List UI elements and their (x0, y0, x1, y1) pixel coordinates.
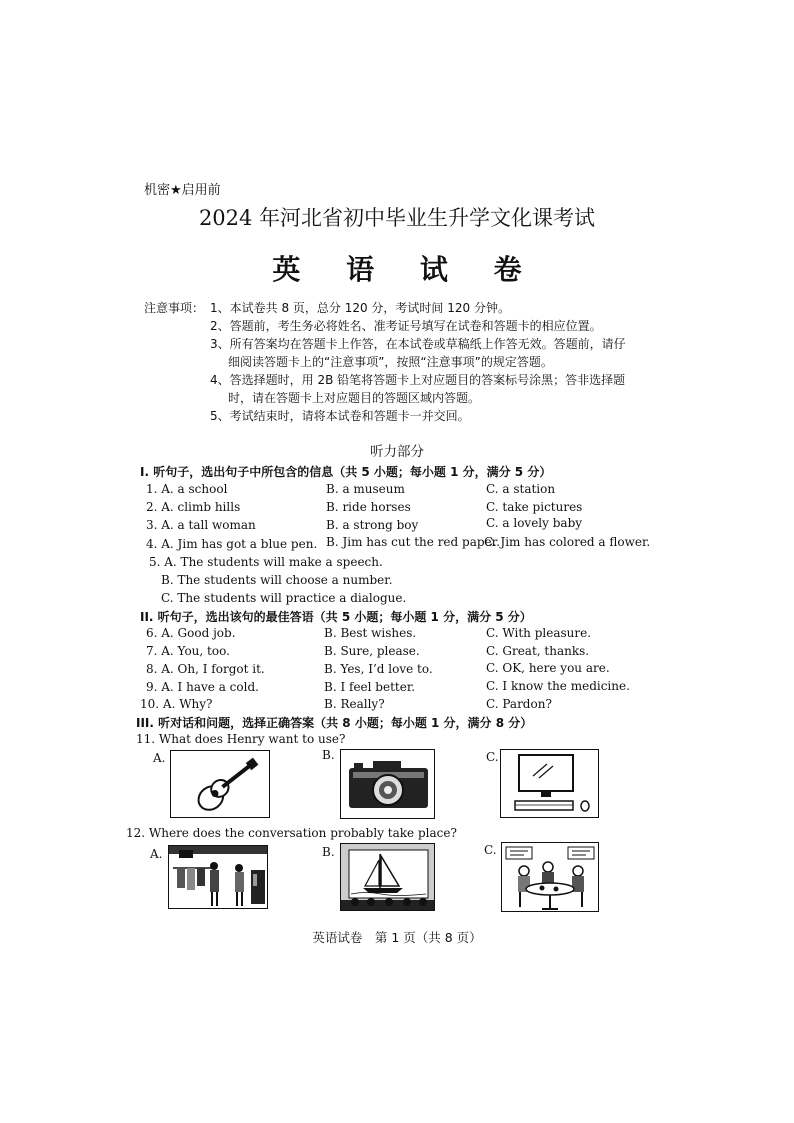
notes-label: 注意事项： (144, 301, 205, 315)
computer-picture (500, 749, 599, 818)
question-12: 12. Where does the conversation probably take place? (126, 826, 457, 840)
part2-heading: II. 听句子，选出该句的最佳答语（共 5 小题；每小题 1 分，满分 5 分） (140, 610, 532, 624)
option-b: B. a museum (326, 482, 405, 496)
option-a: 2. A. climb hills (146, 500, 241, 514)
note-item: 细阅读答题卡上的“注意事项”，按照“注意事项”的规定答题。 (228, 355, 553, 369)
option-c: C. Pardon? (486, 697, 552, 711)
option-a: 4. A. Jim has got a blue pen. (146, 537, 318, 551)
paper-subtitle: 英 语 试 卷 (272, 253, 540, 286)
note-item: 3、所有答案均在答题卡上作答，在本试卷或草稿纸上作答无效。答题前，请仔 (210, 337, 626, 351)
question-11: 11. What does Henry want to use? (136, 732, 346, 746)
option-b-label: B. (322, 845, 335, 859)
note-item: 1、本试卷共 8 页，总分 120 分，考试时间 120 分钟。 (210, 301, 510, 315)
option-c: C. a lovely baby (486, 516, 583, 530)
option-b: B. a strong boy (326, 518, 419, 532)
camera-picture (340, 749, 435, 819)
restaurant-picture (501, 842, 599, 912)
option-b: B. Really? (324, 697, 385, 711)
option-c: C. The students will practice a dialogue. (161, 591, 407, 605)
option-a: 1. A. a school (146, 482, 228, 496)
guitar-icon (171, 751, 270, 818)
note-item: 5、考试结束时，请将本试卷和答题卡一并交回。 (210, 409, 470, 423)
option-b: B. Best wishes. (324, 626, 417, 640)
part1-heading: I. 听句子，选出句子中所包含的信息（共 5 小题；每小题 1 分，满分 5 分） (140, 465, 552, 479)
part3-heading: III. 听对话和问题，选择正确答案（共 8 小题；每小题 1 分，满分 8 分） (136, 716, 533, 730)
option-c: C. With pleasure. (486, 626, 592, 640)
clothes-shop-scene (169, 846, 268, 909)
option-a: 5. A. The students will make a speech. (149, 555, 383, 569)
note-item: 时，请在答题卡上对应题目的答题区域内答题。 (228, 391, 481, 405)
option-a: 3. A. a tall woman (146, 518, 256, 532)
confidential-mark: 机密★启用前 (144, 183, 221, 198)
option-b: B. I feel better. (324, 680, 416, 694)
option-c-label: C. (486, 750, 499, 764)
camera-icon (341, 750, 435, 819)
cinema-scene (341, 844, 435, 911)
option-c: C. I know the medicine. (486, 679, 630, 693)
option-b: B. Sure, please. (324, 644, 420, 658)
option-a-label: A. (150, 847, 163, 861)
option-a: 6. A. Good job. (146, 626, 236, 640)
option-b: B. Jim has cut the red paper. (326, 535, 500, 549)
clothes-shop-picture (168, 845, 268, 909)
cinema-picture (340, 843, 435, 911)
option-b: B. Yes, I’d love to. (324, 662, 433, 676)
note-item: 4、答选择题时，用 2B 铅笔将答题卡上对应题目的答案标号涂黑；答非选择题 (210, 373, 626, 387)
option-c: C. Jim has colored a flower. (484, 535, 651, 549)
option-b: B. The students will choose a number. (161, 573, 393, 587)
note-item: 2、答题前，考生务必将姓名、准考证号填写在试卷和答题卡的相应位置。 (210, 319, 602, 333)
option-a: 7. A. You, too. (146, 644, 230, 658)
computer-icon (501, 750, 599, 818)
exam-title: 2024 年河北省初中毕业生升学文化课考试 (198, 206, 596, 230)
option-c: C. a station (486, 482, 556, 496)
restaurant-scene (502, 843, 599, 912)
option-c-label: C. (484, 843, 497, 857)
guitar-picture (170, 750, 270, 818)
option-b-label: B. (322, 748, 335, 762)
option-a: 8. A. Oh, I forgot it. (146, 662, 265, 676)
option-b: B. ride horses (326, 500, 411, 514)
option-c: C. Great, thanks. (486, 644, 590, 658)
option-c: C. OK, here you are. (486, 661, 610, 675)
option-a-label: A. (153, 751, 166, 765)
option-a: 10. A. Why? (140, 697, 213, 711)
option-c: C. take pictures (486, 500, 583, 514)
listening-section-title: 听力部分 (370, 444, 424, 460)
page-footer: 英语试卷 第 1 页（共 8 页） (312, 930, 482, 945)
option-a: 9. A. I have a cold. (146, 680, 259, 694)
